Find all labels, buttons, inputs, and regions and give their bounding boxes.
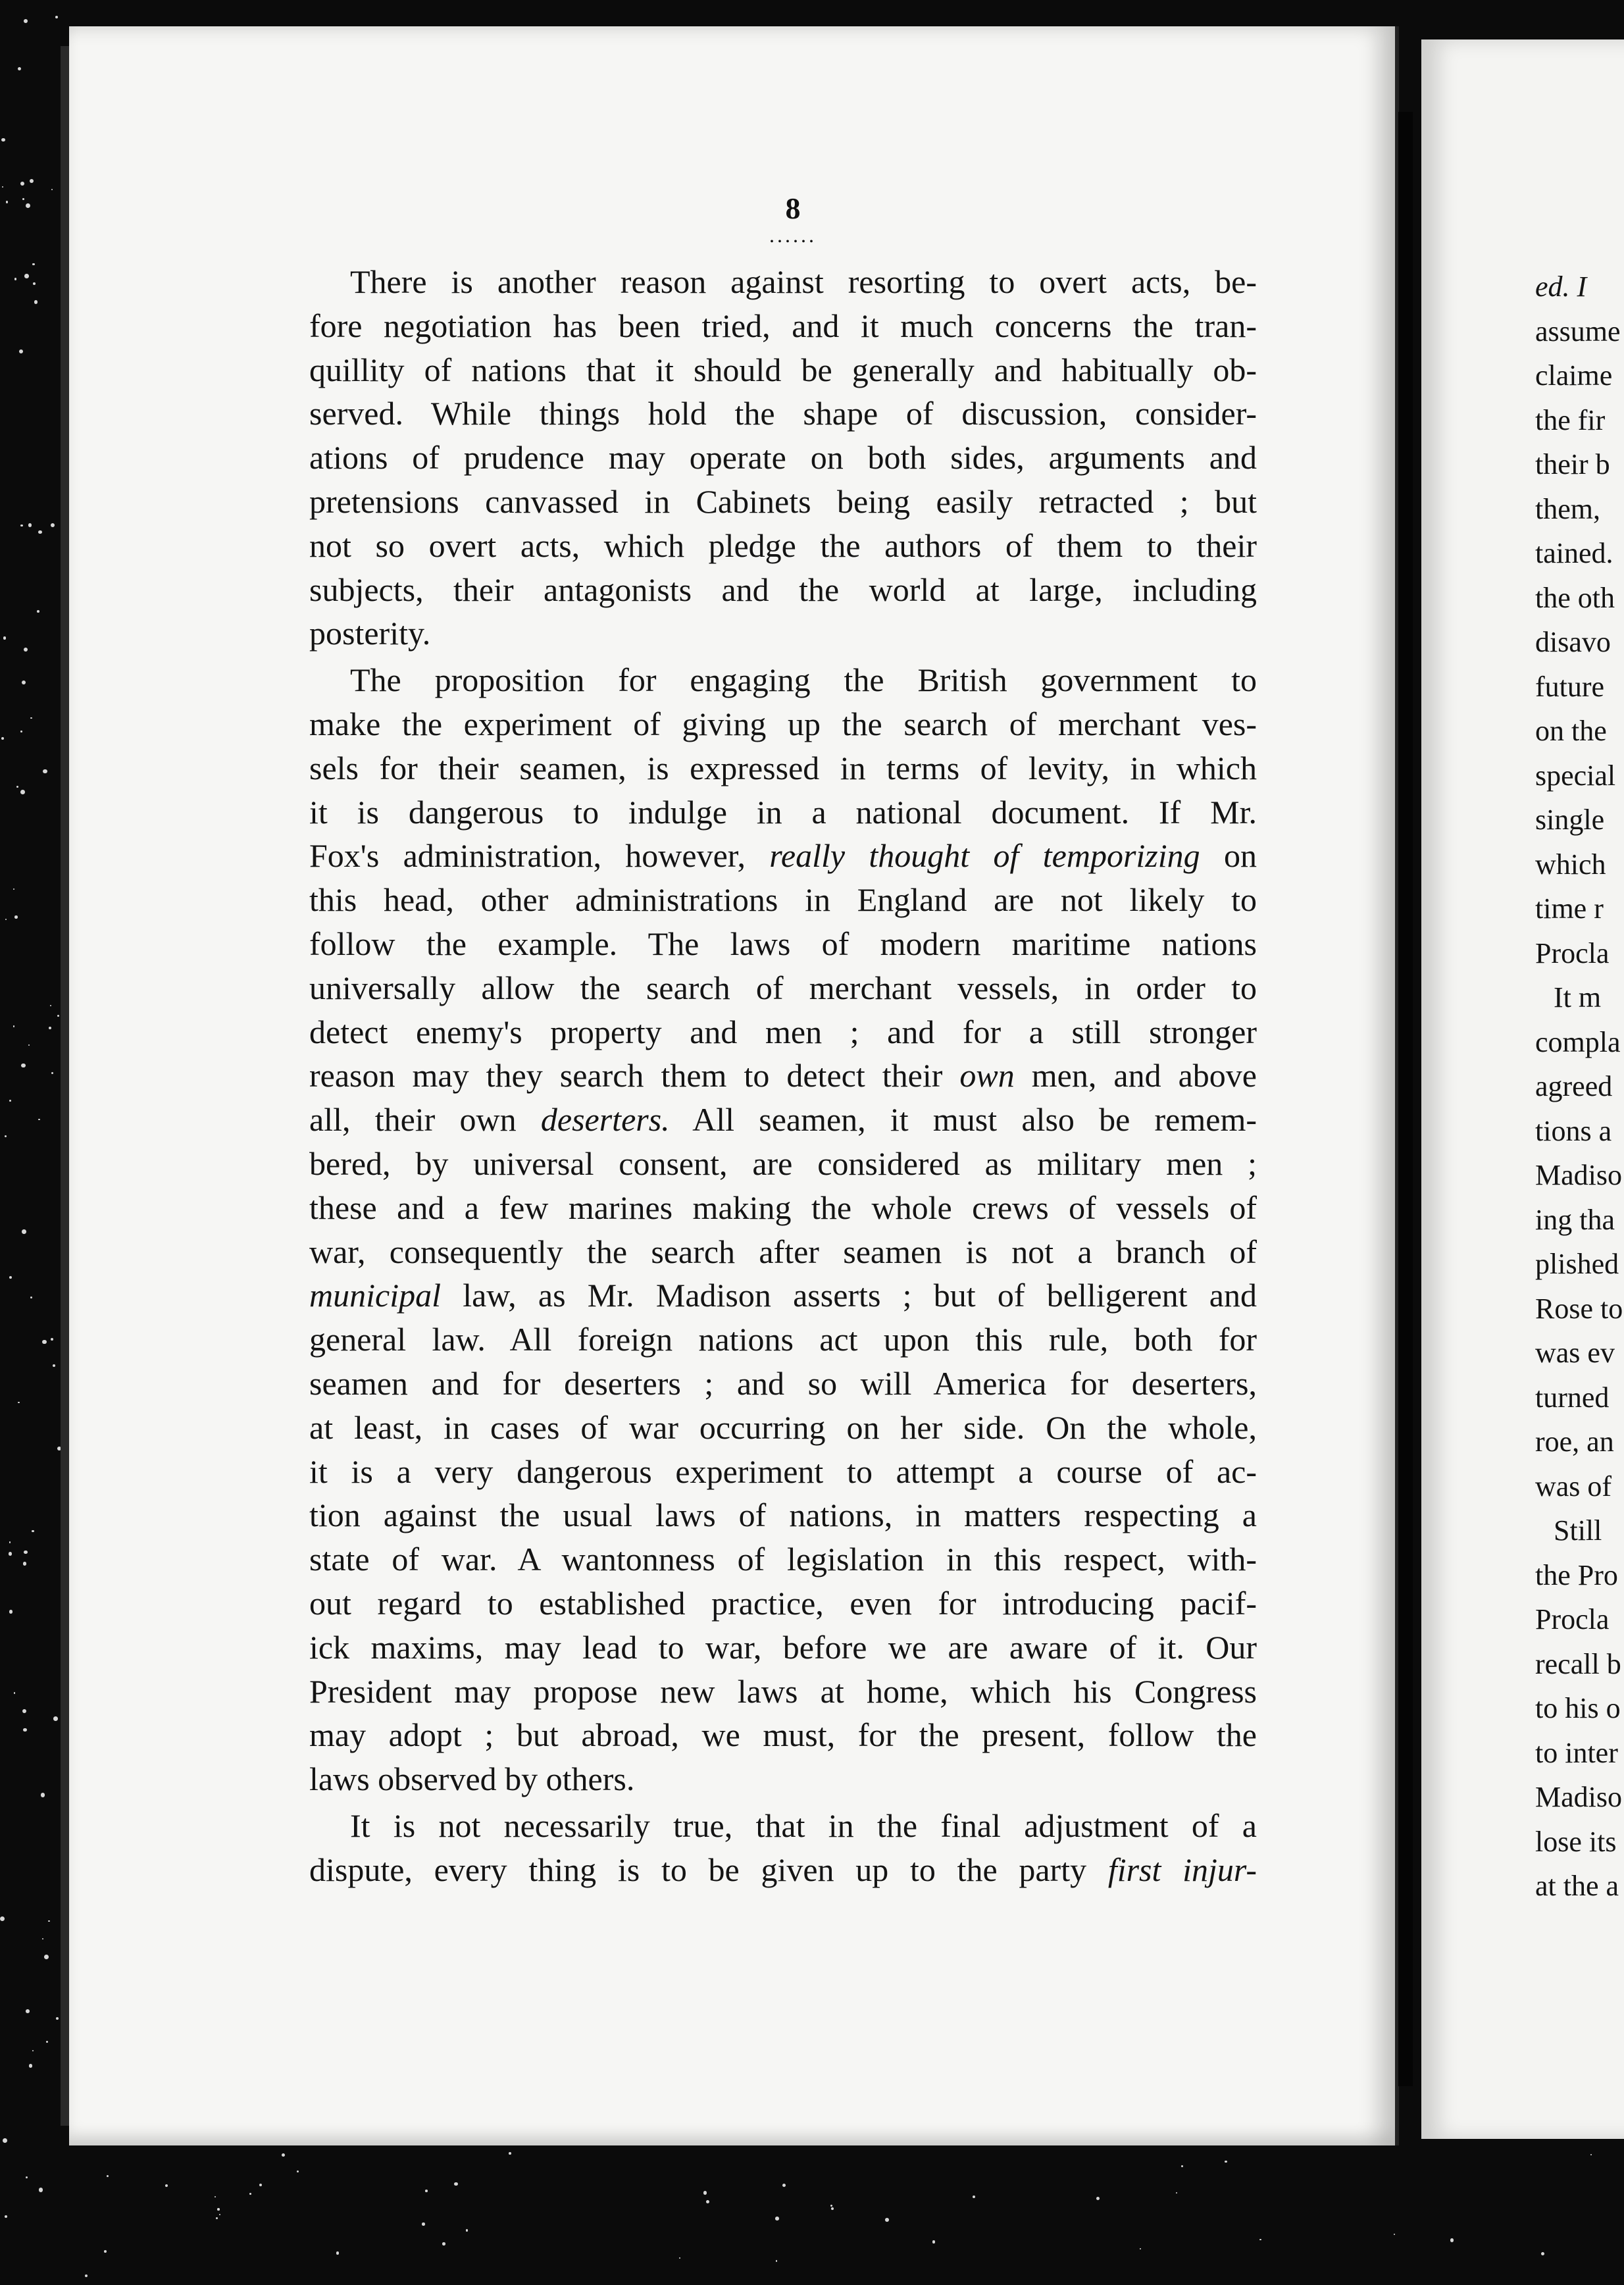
text-span: ations of prudence may operate on both sides, arguments and — [309, 439, 1257, 476]
text-line — [309, 436, 1257, 480]
scan-speck — [9, 1552, 13, 1556]
scan-speck — [30, 1297, 32, 1298]
text-span: general law. All foreign nations act upon this rule, both for — [309, 1321, 1257, 1358]
text-span: law, as Mr. Madison asserts ; but of belligerent and — [440, 1277, 1257, 1314]
text-line — [309, 966, 1257, 1010]
facing-text-line: future — [1535, 670, 1605, 703]
text-line — [309, 524, 1257, 568]
facing-text-line: Procla — [1535, 1603, 1610, 1635]
text-line — [309, 1493, 1257, 1537]
scan-speck — [24, 19, 28, 23]
text-line — [309, 304, 1257, 348]
italic-text: first injur- — [1107, 1851, 1257, 1888]
scan-speck — [706, 2200, 709, 2203]
scan-speck — [23, 1728, 26, 1732]
scan-speck — [454, 2182, 458, 2186]
scan-speck — [39, 2188, 43, 2192]
scan-speck — [5, 2215, 8, 2219]
scan-speck — [28, 523, 32, 526]
scan-speck — [1450, 2238, 1454, 2242]
text-span: these and a few marines making the whole crews of vessels of — [309, 1189, 1257, 1226]
facing-page-text — [1535, 265, 1624, 1909]
text-span: sels for their seamen, is expressed in terms of levity, in which — [309, 749, 1257, 786]
scan-speck — [26, 2176, 28, 2178]
facing-text-line: roe, an — [1535, 1425, 1614, 1458]
text-line — [309, 1757, 1257, 1801]
facing-text-line: on the — [1535, 715, 1607, 747]
facing-text-line: them, — [1535, 492, 1600, 525]
text-line — [309, 1318, 1257, 1362]
scan-speck — [55, 16, 58, 18]
scan-speck — [51, 1072, 53, 1074]
text-span: all, their own — [309, 1101, 541, 1139]
text-line — [309, 260, 1257, 304]
text-span: There is another reason against resorting to overt acts, be- — [350, 263, 1257, 300]
text-line — [309, 1054, 1257, 1098]
scan-speck — [679, 2257, 680, 2259]
scan-speck — [217, 2208, 220, 2211]
facing-text-line: the oth — [1535, 581, 1615, 614]
scan-speck — [14, 915, 18, 919]
scan-speck — [5, 1135, 7, 1137]
text-line — [309, 1537, 1257, 1581]
scan-speck — [24, 274, 28, 278]
scan-speck — [776, 2260, 777, 2261]
scan-speck — [41, 1793, 45, 1797]
scan-speck — [104, 2250, 107, 2253]
scan-speck — [3, 2138, 7, 2143]
facing-text-line: was ev — [1535, 1337, 1615, 1369]
scan-speck — [1, 737, 4, 740]
scan-speck — [32, 2050, 34, 2052]
text-line — [309, 1273, 1257, 1318]
scan-speck — [53, 1716, 58, 1721]
facing-text-line: Rose to — [1535, 1292, 1623, 1325]
facing-text-line: at the a — [1535, 1870, 1619, 1902]
text-span: war, consequently the search after seamen is not a branch of — [309, 1233, 1257, 1270]
text-line — [309, 1230, 1257, 1274]
scan-speck — [46, 2041, 48, 2043]
scan-speck — [219, 2214, 220, 2215]
scan-speck — [831, 2207, 834, 2210]
scan-speck — [28, 1044, 30, 1046]
scan-speck — [1, 138, 5, 142]
scan-speck — [107, 2175, 109, 2177]
page-number: 8 — [785, 192, 801, 225]
scan-speck — [20, 525, 22, 526]
scan-speck — [9, 1100, 12, 1102]
text-span: on — [1200, 837, 1257, 875]
text-span: men, and above — [1014, 1057, 1257, 1094]
scan-speck — [1096, 2197, 1100, 2200]
facing-text-line: agreed — [1535, 1070, 1613, 1102]
scan-speck — [14, 278, 17, 280]
text-line — [309, 878, 1257, 922]
scan-speck — [703, 2191, 707, 2194]
scan-speck — [30, 179, 34, 183]
scan-speck — [37, 610, 39, 613]
scan-speck — [30, 717, 32, 719]
scan-speck — [20, 182, 25, 186]
scan-speck — [51, 1338, 53, 1341]
scan-speck — [509, 2152, 511, 2155]
text-line — [309, 922, 1257, 966]
facing-text-line: turned — [1535, 1381, 1610, 1414]
facing-text-line: lose its — [1535, 1825, 1617, 1858]
text-span: it is a very dangerous experiment to attempt a course of ac- — [309, 1452, 1257, 1490]
scan-speck — [49, 1027, 51, 1029]
text-line — [309, 568, 1257, 612]
scan-speck — [42, 1938, 43, 1939]
scan-speck — [782, 2184, 786, 2187]
scan-speck — [336, 2251, 339, 2254]
facing-text-line: ing tha — [1535, 1203, 1615, 1236]
text-line — [309, 790, 1257, 834]
facing-text-line: their b — [1535, 448, 1610, 480]
text-span: subjects, their antagonists and the world at large, including — [309, 571, 1257, 608]
scan-speck — [1225, 2161, 1227, 2163]
scan-speck — [1541, 2252, 1545, 2256]
scan-speck — [50, 1005, 51, 1006]
scan-speck — [9, 1541, 11, 1543]
text-span: fore negotiation has been tried, and it much concerns the tran- — [309, 307, 1257, 344]
facing-text-line: compla — [1535, 1025, 1621, 1058]
text-line — [309, 1406, 1257, 1450]
scan-speck — [5, 919, 7, 921]
scan-speck — [29, 2064, 32, 2067]
scan-speck — [466, 2229, 469, 2232]
text-line — [309, 1098, 1257, 1142]
scan-speck — [24, 1551, 27, 1554]
scan-speck — [43, 769, 47, 774]
scan-speck — [0, 1916, 5, 1921]
scan-speck — [9, 1610, 13, 1613]
facing-text-line: ed. I — [1535, 270, 1587, 303]
scan-speck — [775, 2217, 779, 2221]
text-span: The proposition for engaging the British government to — [350, 661, 1257, 699]
text-line — [309, 1713, 1257, 1757]
facing-text-line: the fir — [1535, 403, 1606, 436]
scan-speck — [48, 1920, 50, 1922]
text-line — [309, 1010, 1257, 1054]
scan-speck — [22, 1709, 26, 1713]
italic-text: municipal — [309, 1277, 441, 1314]
scan-speck — [33, 282, 36, 285]
text-line — [309, 348, 1257, 392]
text-line — [309, 1142, 1257, 1186]
scan-speck — [51, 189, 53, 190]
scan-speck — [165, 2184, 168, 2187]
facing-text-line: Procla — [1535, 937, 1610, 969]
book-gutter — [1398, 112, 1413, 2086]
text-span: seamen and for deserters ; and so will America for deserters, — [309, 1364, 1257, 1402]
scan-speck — [9, 1276, 12, 1279]
facing-text-line: disavo — [1535, 626, 1611, 658]
text-span: this head, other administrations in England are not likely to — [309, 881, 1257, 919]
text-line — [309, 1804, 1257, 1848]
text-span: served. While things hold the shape of discussion, consider- — [309, 395, 1257, 432]
scan-speck — [13, 1025, 14, 1027]
text-span: reason may they search them to detect their — [309, 1057, 960, 1094]
text-span: It is not necessarily true, that in the final adjustment of a — [350, 1807, 1257, 1844]
scan-speck — [57, 1015, 59, 1017]
text-line — [309, 702, 1257, 746]
scan-speck — [1590, 2154, 1592, 2155]
scan-speck — [14, 1692, 16, 1694]
facing-text-line: to inter — [1535, 1736, 1618, 1769]
scan-speck — [32, 263, 34, 265]
scan-speck — [23, 1562, 27, 1566]
scan-speck — [34, 300, 38, 304]
text-span: President may propose new laws at home, which his Congress — [309, 1672, 1257, 1710]
text-span: pretensions canvassed in Cabinets being easily retracted ; but — [309, 482, 1257, 520]
scan-speck — [422, 2222, 424, 2225]
scan-speck — [3, 636, 6, 639]
facing-text-line: recall b — [1535, 1647, 1621, 1680]
scan-speck — [16, 786, 18, 788]
facing-text-line: Madiso — [1535, 1781, 1622, 1813]
scan-speck — [297, 2170, 299, 2172]
scan-speck — [249, 2193, 251, 2194]
scan-speck — [973, 2195, 976, 2199]
italic-text: really thought of temporizing — [769, 837, 1200, 875]
scan-speck — [259, 2184, 262, 2186]
scan-speck — [885, 2218, 889, 2222]
text-line — [309, 1670, 1257, 1714]
scan-speck — [24, 648, 28, 652]
text-span: All seamen, it must also be remem- — [669, 1101, 1257, 1139]
scan-speck — [2, 186, 3, 188]
scan-speck — [215, 2196, 216, 2197]
scan-speck — [20, 731, 22, 732]
scan-speck — [42, 1340, 47, 1345]
page-body-text — [309, 260, 1257, 1891]
text-line — [309, 1450, 1257, 1494]
facing-text-line: tained. — [1535, 537, 1613, 569]
text-line — [309, 1581, 1257, 1626]
scan-speck — [38, 530, 42, 534]
scan-speck — [18, 67, 21, 70]
facing-text-line: claime — [1535, 359, 1613, 392]
scan-speck — [442, 2242, 445, 2246]
facing-text-line: special — [1535, 759, 1616, 792]
text-line — [309, 1362, 1257, 1406]
scan-speck — [32, 1530, 34, 1532]
text-span: at least, in cases of war occurring on her side. On the whole, — [309, 1408, 1257, 1446]
italic-text: own — [959, 1057, 1015, 1094]
text-span: detect enemy's property and men ; and for a still stronger — [309, 1013, 1257, 1050]
text-span: Fox's administration, however, — [309, 837, 770, 875]
text-span: out regard to established practice, even for introducing pacif- — [309, 1584, 1257, 1622]
text-line — [309, 658, 1257, 702]
text-line — [309, 834, 1257, 878]
scan-speck — [38, 1119, 39, 1120]
scan-speck — [53, 1364, 55, 1367]
scan-speck — [830, 2205, 832, 2207]
facing-text-line: was of — [1535, 1470, 1612, 1502]
facing-text-line: It m — [1554, 981, 1602, 1014]
facing-text-line: single — [1535, 804, 1605, 836]
scan-speck — [932, 2240, 936, 2244]
text-span: dispute, every thing is to be given up to the party — [309, 1851, 1108, 1888]
scan-speck — [56, 2017, 59, 2020]
facing-text-line: Madiso — [1535, 1159, 1622, 1191]
scan-speck — [22, 198, 24, 200]
scan-speck — [26, 2009, 30, 2013]
scan-speck — [13, 888, 14, 890]
scan-speck — [85, 2274, 88, 2277]
scan-speck — [1259, 2239, 1261, 2241]
scan-speck — [6, 201, 9, 203]
italic-text: deserters. — [540, 1101, 670, 1139]
scan-speck — [20, 790, 25, 794]
text-span: posterity. — [309, 615, 431, 652]
scan-speck — [216, 2217, 218, 2219]
facing-text-line: plished — [1535, 1248, 1619, 1280]
text-span: make the experiment of giving up the search of merchant ves- — [309, 705, 1257, 742]
text-line — [309, 746, 1257, 790]
facing-text-line: to his o — [1535, 1692, 1621, 1724]
text-span: it is dangerous to indulge in a national document. If Mr. — [309, 793, 1257, 831]
text-line — [309, 1848, 1257, 1892]
text-span: tion against the usual laws of nations, in matters respecting a — [309, 1497, 1257, 1534]
text-span: universally allow the search of merchant vessels, in order to — [309, 969, 1257, 1006]
scan-speck — [51, 523, 55, 527]
scan-speck — [22, 680, 26, 685]
scan-speck — [22, 1229, 26, 1234]
text-span: bered, by universal consent, are considered as military men ; — [309, 1144, 1257, 1182]
scan-speck — [425, 2190, 428, 2192]
scan-speck — [26, 203, 30, 208]
scan-speck — [1176, 2192, 1177, 2194]
facing-text-line: tions a — [1535, 1114, 1612, 1147]
scan-speck — [282, 2153, 285, 2157]
text-line — [309, 611, 1257, 655]
facing-text-line: the Pro — [1535, 1558, 1618, 1591]
text-line — [309, 392, 1257, 436]
text-span: state of war. A wantonness of legislation in this respect, with- — [309, 1541, 1257, 1578]
text-span: laws observed by others. — [309, 1760, 635, 1798]
scan-speck — [44, 1955, 49, 1959]
scan-speck — [19, 349, 23, 353]
text-line — [309, 480, 1257, 524]
text-span: quillity of nations that it should be generally and habitually ob- — [309, 351, 1257, 388]
text-span: not so overt acts, which pledge the authors of them to their — [309, 526, 1257, 564]
text-span: may adopt ; but abroad, we must, for the present, follow the — [309, 1716, 1257, 1754]
scan-speck — [21, 1064, 26, 1068]
text-span: follow the example. The laws of modern maritime nations — [309, 925, 1257, 962]
facing-text-line: time r — [1535, 892, 1604, 925]
facing-text-line: assume — [1535, 315, 1621, 347]
scan-speck — [1394, 2234, 1395, 2235]
facing-text-line: Still — [1554, 1514, 1602, 1547]
scan-speck — [1181, 2165, 1184, 2168]
text-line — [309, 1186, 1257, 1230]
scan-speck — [18, 1402, 19, 1403]
facing-text-line: which — [1535, 848, 1606, 881]
book-edge-left — [61, 46, 70, 2126]
text-span: ick maxims, may lead to war, before we are aware of it. Our — [309, 1628, 1257, 1666]
text-line — [309, 1626, 1257, 1670]
scan-speck — [1140, 2248, 1141, 2249]
page-ornament-dots: ...... — [769, 223, 817, 247]
